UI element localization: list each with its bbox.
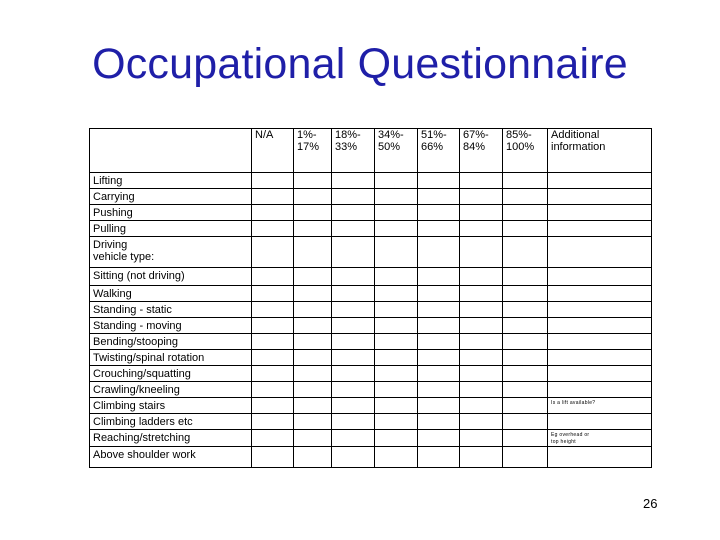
response-cell[interactable] xyxy=(418,414,460,430)
response-cell[interactable] xyxy=(252,350,294,366)
additional-info-note: Eg overhead or xyxy=(551,432,590,438)
col-header-85-100 xyxy=(503,129,548,173)
response-cell[interactable] xyxy=(460,318,503,334)
response-cell[interactable] xyxy=(332,430,375,447)
response-cell[interactable] xyxy=(252,286,294,302)
response-cell[interactable] xyxy=(294,221,332,237)
activity-label: Standing - static xyxy=(93,304,172,316)
response-cell[interactable] xyxy=(252,398,294,414)
activity-label: Crawling/kneeling xyxy=(93,384,180,396)
activity-label: Reaching/stretching xyxy=(93,432,191,444)
response-cell[interactable] xyxy=(294,173,332,189)
col-header-18-33 xyxy=(332,129,375,173)
response-cell[interactable] xyxy=(503,205,548,221)
activity-label-cell xyxy=(90,366,252,382)
activity-label: Bending/stooping xyxy=(93,336,179,348)
response-cell[interactable] xyxy=(294,366,332,382)
col-header-label: 67%- xyxy=(463,129,489,141)
response-cell[interactable] xyxy=(332,173,375,189)
additional-info-cell[interactable] xyxy=(548,430,652,447)
page-number: 26 xyxy=(643,496,658,511)
response-cell[interactable] xyxy=(503,221,548,237)
response-cell[interactable] xyxy=(332,414,375,430)
response-cell[interactable] xyxy=(332,334,375,350)
activity-label-cell xyxy=(90,334,252,350)
additional-info-cell[interactable] xyxy=(548,302,652,318)
response-cell[interactable] xyxy=(375,205,418,221)
response-cell[interactable] xyxy=(503,318,548,334)
activity-label-cell xyxy=(90,286,252,302)
table-row xyxy=(90,318,652,334)
header-row xyxy=(90,129,652,173)
activity-label: Twisting/spinal rotation xyxy=(93,352,205,364)
response-cell[interactable] xyxy=(252,414,294,430)
response-cell[interactable] xyxy=(332,205,375,221)
col-header-label: information xyxy=(551,141,606,153)
response-cell[interactable] xyxy=(294,237,332,268)
response-cell[interactable] xyxy=(375,350,418,366)
col-header-51-66 xyxy=(418,129,460,173)
additional-info-cell[interactable] xyxy=(548,318,652,334)
table-row xyxy=(90,382,652,398)
response-cell[interactable] xyxy=(460,382,503,398)
activity-label: Pushing xyxy=(93,207,133,219)
additional-info-note: Is a lift available? xyxy=(551,400,596,406)
response-cell[interactable] xyxy=(418,430,460,447)
response-cell[interactable] xyxy=(375,414,418,430)
activity-label-cell xyxy=(90,447,252,468)
response-cell[interactable] xyxy=(418,302,460,318)
activity-label: Walking xyxy=(93,288,132,300)
col-header-label: 33% xyxy=(335,141,358,153)
table-row xyxy=(90,398,652,414)
additional-info-cell[interactable] xyxy=(548,447,652,468)
response-cell[interactable] xyxy=(332,350,375,366)
response-cell[interactable] xyxy=(418,318,460,334)
additional-info-cell[interactable] xyxy=(548,221,652,237)
response-cell[interactable] xyxy=(375,173,418,189)
response-cell[interactable] xyxy=(503,447,548,468)
response-cell[interactable] xyxy=(460,302,503,318)
response-cell[interactable] xyxy=(375,189,418,205)
response-cell[interactable] xyxy=(503,334,548,350)
response-cell[interactable] xyxy=(375,237,418,268)
response-cell[interactable] xyxy=(418,173,460,189)
additional-info-cell[interactable] xyxy=(548,286,652,302)
response-cell[interactable] xyxy=(332,302,375,318)
response-cell[interactable] xyxy=(503,430,548,447)
col-header-additional-info xyxy=(548,129,652,173)
questionnaire-table xyxy=(89,128,652,468)
activity-label: Driving xyxy=(93,239,128,251)
additional-info-note: top height xyxy=(551,439,576,445)
response-cell[interactable] xyxy=(503,398,548,414)
col-header-label: 18%- xyxy=(335,129,361,141)
table-body xyxy=(90,129,652,468)
response-cell[interactable] xyxy=(418,205,460,221)
activity-label-cell xyxy=(90,414,252,430)
response-cell[interactable] xyxy=(460,189,503,205)
col-header-label: 85%- xyxy=(506,129,532,141)
response-cell[interactable] xyxy=(503,268,548,286)
table-row xyxy=(90,286,652,302)
activity-label-cell xyxy=(90,268,252,286)
table-row xyxy=(90,350,652,366)
response-cell[interactable] xyxy=(503,350,548,366)
col-header-label: 51%- xyxy=(421,129,447,141)
response-cell[interactable] xyxy=(294,414,332,430)
response-cell[interactable] xyxy=(418,398,460,414)
response-cell[interactable] xyxy=(460,430,503,447)
activity-label: Climbing ladders etc xyxy=(93,416,193,428)
response-cell[interactable] xyxy=(252,302,294,318)
table-row xyxy=(90,268,652,286)
response-cell[interactable] xyxy=(418,237,460,268)
response-cell[interactable] xyxy=(294,205,332,221)
additional-info-cell[interactable] xyxy=(548,189,652,205)
response-cell[interactable] xyxy=(418,268,460,286)
col-header-label: Additional xyxy=(551,129,600,141)
activity-label: Climbing stairs xyxy=(93,400,166,412)
col-header-label: 84% xyxy=(463,141,486,153)
response-cell[interactable] xyxy=(418,350,460,366)
response-cell[interactable] xyxy=(252,237,294,268)
response-cell[interactable] xyxy=(503,237,548,268)
table-row xyxy=(90,447,652,468)
response-cell[interactable] xyxy=(375,334,418,350)
response-cell[interactable] xyxy=(460,286,503,302)
response-cell[interactable] xyxy=(460,237,503,268)
response-cell[interactable] xyxy=(252,173,294,189)
response-cell[interactable] xyxy=(503,302,548,318)
activity-label-cell xyxy=(90,398,252,414)
response-cell[interactable] xyxy=(375,221,418,237)
additional-info-cell[interactable] xyxy=(548,237,652,268)
response-cell[interactable] xyxy=(332,221,375,237)
col-header-label: 34%- xyxy=(378,129,404,141)
response-cell[interactable] xyxy=(460,334,503,350)
activity-label: Lifting xyxy=(93,175,123,187)
activity-label-cell xyxy=(90,237,252,268)
response-cell[interactable] xyxy=(332,237,375,268)
response-cell[interactable] xyxy=(252,366,294,382)
response-cell[interactable] xyxy=(252,205,294,221)
response-cell[interactable] xyxy=(418,366,460,382)
table-row xyxy=(90,221,652,237)
response-cell[interactable] xyxy=(294,302,332,318)
response-cell[interactable] xyxy=(375,268,418,286)
response-cell[interactable] xyxy=(294,189,332,205)
table-row xyxy=(90,366,652,382)
response-cell[interactable] xyxy=(294,286,332,302)
activity-label-cell xyxy=(90,302,252,318)
response-cell[interactable] xyxy=(375,318,418,334)
col-header-67-84 xyxy=(460,129,503,173)
activity-label-cell xyxy=(90,350,252,366)
response-cell[interactable] xyxy=(332,382,375,398)
response-cell[interactable] xyxy=(332,318,375,334)
response-cell[interactable] xyxy=(460,350,503,366)
activity-label-cell xyxy=(90,221,252,237)
table-row xyxy=(90,302,652,318)
response-cell[interactable] xyxy=(460,268,503,286)
response-cell[interactable] xyxy=(252,382,294,398)
additional-info-cell[interactable] xyxy=(548,334,652,350)
response-cell[interactable] xyxy=(294,268,332,286)
response-cell[interactable] xyxy=(252,268,294,286)
response-cell[interactable] xyxy=(332,286,375,302)
response-cell[interactable] xyxy=(332,268,375,286)
activity-label-cell xyxy=(90,318,252,334)
response-cell[interactable] xyxy=(418,334,460,350)
response-cell[interactable] xyxy=(418,447,460,468)
response-cell[interactable] xyxy=(252,447,294,468)
response-cell[interactable] xyxy=(460,221,503,237)
response-cell[interactable] xyxy=(375,366,418,382)
response-cell[interactable] xyxy=(375,286,418,302)
response-cell[interactable] xyxy=(252,430,294,447)
col-header-label: N/A xyxy=(255,129,274,141)
response-cell[interactable] xyxy=(294,350,332,366)
response-cell[interactable] xyxy=(460,173,503,189)
activity-label: Crouching/squatting xyxy=(93,368,191,380)
response-cell[interactable] xyxy=(375,302,418,318)
activity-label: Sitting (not driving) xyxy=(93,270,185,282)
response-cell[interactable] xyxy=(503,414,548,430)
response-cell[interactable] xyxy=(294,382,332,398)
additional-info-cell[interactable] xyxy=(548,366,652,382)
page-title: Occupational Questionnaire xyxy=(92,40,628,88)
response-cell[interactable] xyxy=(332,398,375,414)
additional-info-cell[interactable] xyxy=(548,205,652,221)
response-cell[interactable] xyxy=(294,430,332,447)
response-cell[interactable] xyxy=(418,189,460,205)
response-cell[interactable] xyxy=(418,286,460,302)
table-row xyxy=(90,189,652,205)
col-header-label: 100% xyxy=(506,141,535,153)
activity-label-cell xyxy=(90,430,252,447)
response-cell[interactable] xyxy=(332,189,375,205)
activity-label: Above shoulder work xyxy=(93,449,196,461)
col-header-label: 1%- xyxy=(297,129,317,141)
response-cell[interactable] xyxy=(460,447,503,468)
activity-label-cell xyxy=(90,189,252,205)
activity-label: Standing - moving xyxy=(93,320,182,332)
col-header-label: 17% xyxy=(297,141,320,153)
response-cell[interactable] xyxy=(503,382,548,398)
response-cell[interactable] xyxy=(252,318,294,334)
activity-label-cell xyxy=(90,173,252,189)
additional-info-cell[interactable] xyxy=(548,382,652,398)
response-cell[interactable] xyxy=(332,366,375,382)
response-cell[interactable] xyxy=(252,189,294,205)
table-row xyxy=(90,334,652,350)
table-row xyxy=(90,237,652,268)
response-cell[interactable] xyxy=(503,286,548,302)
activity-label: Carrying xyxy=(93,191,135,203)
response-cell[interactable] xyxy=(252,221,294,237)
activity-label-cell xyxy=(90,205,252,221)
additional-info-cell[interactable] xyxy=(548,398,652,414)
col-header-label: 66% xyxy=(421,141,444,153)
additional-info-cell[interactable] xyxy=(548,268,652,286)
additional-info-cell[interactable] xyxy=(548,350,652,366)
response-cell[interactable] xyxy=(294,398,332,414)
response-cell[interactable] xyxy=(460,398,503,414)
response-cell[interactable] xyxy=(252,334,294,350)
header-corner-cell xyxy=(90,129,252,173)
table-row xyxy=(90,205,652,221)
col-header-label: 50% xyxy=(378,141,401,153)
response-cell[interactable] xyxy=(332,447,375,468)
response-cell[interactable] xyxy=(460,414,503,430)
response-cell[interactable] xyxy=(503,173,548,189)
response-cell[interactable] xyxy=(460,205,503,221)
activity-label-cell xyxy=(90,382,252,398)
response-cell[interactable] xyxy=(294,334,332,350)
additional-info-cell[interactable] xyxy=(548,414,652,430)
response-cell[interactable] xyxy=(375,447,418,468)
response-cell[interactable] xyxy=(460,366,503,382)
response-cell[interactable] xyxy=(375,398,418,414)
response-cell[interactable] xyxy=(503,366,548,382)
table-row xyxy=(90,173,652,189)
table-row xyxy=(90,414,652,430)
activity-label: Pulling xyxy=(93,223,127,235)
col-header-34-50 xyxy=(375,129,418,173)
response-cell[interactable] xyxy=(375,430,418,447)
response-cell[interactable] xyxy=(294,318,332,334)
response-cell[interactable] xyxy=(418,382,460,398)
response-cell[interactable] xyxy=(503,189,548,205)
response-cell[interactable] xyxy=(294,447,332,468)
response-cell[interactable] xyxy=(418,221,460,237)
activity-label-sub: vehicle type: xyxy=(93,251,155,263)
table-row xyxy=(90,430,652,447)
col-header-na xyxy=(252,129,294,173)
col-header-1-17 xyxy=(294,129,332,173)
additional-info-cell[interactable] xyxy=(548,173,652,189)
response-cell[interactable] xyxy=(375,382,418,398)
